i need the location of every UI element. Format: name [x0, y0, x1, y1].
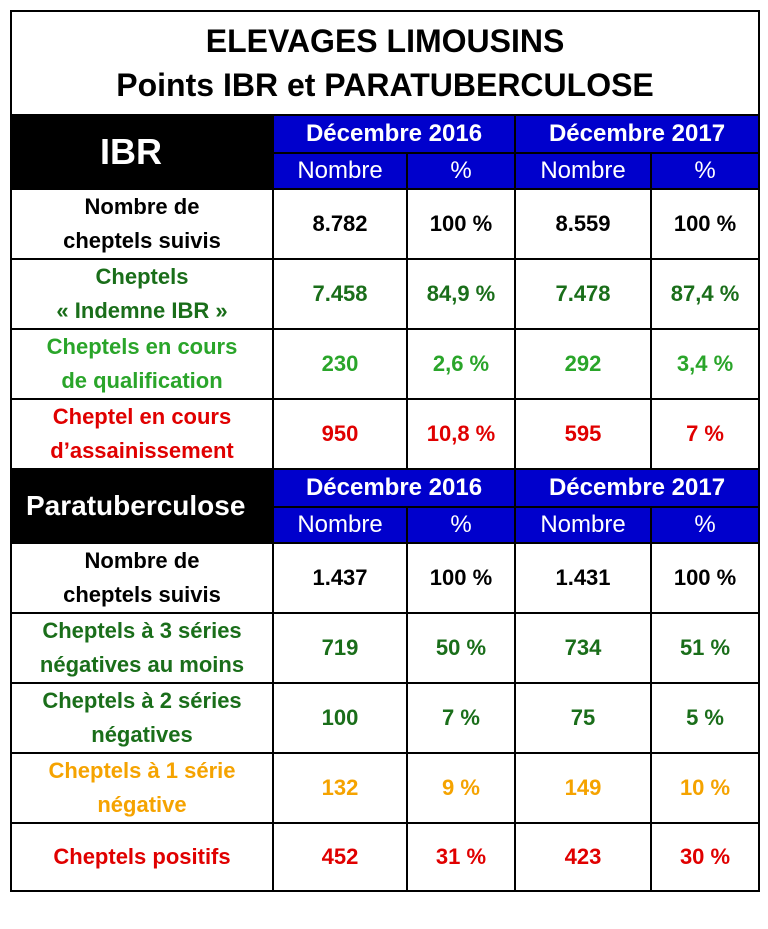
table-cell: 87,4 % — [651, 259, 759, 329]
ibr-section-title: IBR — [100, 131, 162, 172]
column-header: Nombre — [515, 507, 651, 543]
row-label-line: Cheptel en cours — [52, 404, 232, 429]
table-cell: 100 % — [407, 543, 515, 613]
table-cell: 8.782 — [273, 189, 407, 259]
table-cell: 7 % — [651, 399, 759, 469]
table-cell: 230 — [273, 329, 407, 399]
row-label — [11, 259, 273, 329]
table-cell: 5 % — [651, 683, 759, 753]
results-sheet — [10, 10, 758, 892]
table-cell: 2,6 % — [407, 329, 515, 399]
column-header: % — [651, 153, 759, 189]
table-cell: 8.559 — [515, 189, 651, 259]
table-cell: 10 % — [651, 753, 759, 823]
row-label-line: négatives — [91, 722, 193, 747]
row-label-line: cheptels suivis — [63, 582, 221, 607]
title-line-1: ELEVAGES LIMOUSINS — [205, 23, 565, 59]
table-cell: 950 — [273, 399, 407, 469]
row-label — [11, 399, 273, 469]
period-header: Décembre 2017 — [515, 115, 759, 153]
table-cell: 100 % — [407, 189, 515, 259]
results-table — [10, 10, 760, 892]
table-cell: 719 — [273, 613, 407, 683]
row-label — [11, 329, 273, 399]
results-table-body — [11, 11, 759, 891]
title-row — [11, 11, 759, 115]
table-cell: 734 — [515, 613, 651, 683]
column-header: % — [651, 507, 759, 543]
row-label — [11, 753, 273, 823]
period-header: Décembre 2016 — [273, 469, 515, 507]
table-cell: 292 — [515, 329, 651, 399]
row-label-line: « Indemne IBR » — [56, 298, 228, 323]
ibr-period-row — [11, 115, 759, 153]
row-label — [11, 543, 273, 613]
table-row — [11, 399, 759, 469]
table-row — [11, 683, 759, 753]
row-label — [11, 823, 273, 891]
title-line-2: Points IBR et PARATUBERCULOSE — [116, 67, 654, 103]
table-cell: 84,9 % — [407, 259, 515, 329]
period-header: Décembre 2017 — [515, 469, 759, 507]
table-cell: 10,8 % — [407, 399, 515, 469]
row-label-line: cheptels suivis — [63, 228, 221, 253]
row-label-line: Cheptels à 3 séries — [42, 618, 242, 643]
row-label-line: Nombre de — [84, 548, 200, 573]
table-row — [11, 259, 759, 329]
ibr-section-header — [11, 115, 273, 189]
para-period-row — [11, 469, 759, 507]
table-cell: 149 — [515, 753, 651, 823]
table-cell: 31 % — [407, 823, 515, 891]
row-label — [11, 189, 273, 259]
row-label-line: Cheptels à 1 série — [48, 758, 236, 783]
table-row — [11, 543, 759, 613]
table-row — [11, 189, 759, 259]
table-row — [11, 613, 759, 683]
row-label-line: d’assainissement — [50, 438, 234, 463]
row-label — [11, 613, 273, 683]
table-cell: 595 — [515, 399, 651, 469]
column-header: Nombre — [515, 153, 651, 189]
page-title — [11, 11, 759, 115]
row-label-line: Cheptels — [95, 264, 189, 289]
column-header: % — [407, 153, 515, 189]
table-cell: 7.458 — [273, 259, 407, 329]
row-label-line: négative — [97, 792, 187, 817]
table-cell: 452 — [273, 823, 407, 891]
table-cell: 7.478 — [515, 259, 651, 329]
table-row — [11, 329, 759, 399]
period-header: Décembre 2016 — [273, 115, 515, 153]
table-cell: 423 — [515, 823, 651, 891]
row-label-line: Nombre de — [84, 194, 200, 219]
table-cell: 50 % — [407, 613, 515, 683]
column-header: Nombre — [273, 507, 407, 543]
table-cell: 1.437 — [273, 543, 407, 613]
table-cell: 9 % — [407, 753, 515, 823]
table-cell: 75 — [515, 683, 651, 753]
table-cell: 100 — [273, 683, 407, 753]
row-label-line: négatives au moins — [39, 652, 245, 677]
row-label-line: Cheptels positifs — [53, 844, 231, 869]
column-header: % — [407, 507, 515, 543]
table-cell: 100 % — [651, 543, 759, 613]
table-cell: 3,4 % — [651, 329, 759, 399]
row-label-line: Cheptels en cours — [46, 334, 238, 359]
row-label-line: Cheptels à 2 séries — [42, 688, 242, 713]
table-cell: 7 % — [407, 683, 515, 753]
table-cell: 1.431 — [515, 543, 651, 613]
table-cell: 30 % — [651, 823, 759, 891]
table-cell: 132 — [273, 753, 407, 823]
row-label — [11, 683, 273, 753]
table-cell: 100 % — [651, 189, 759, 259]
table-row — [11, 753, 759, 823]
column-header: Nombre — [273, 153, 407, 189]
row-label-line: de qualification — [61, 368, 223, 393]
table-row — [11, 823, 759, 891]
para-section-header — [11, 469, 273, 543]
table-cell: 51 % — [651, 613, 759, 683]
para-section-title: Paratuberculose — [26, 490, 246, 521]
